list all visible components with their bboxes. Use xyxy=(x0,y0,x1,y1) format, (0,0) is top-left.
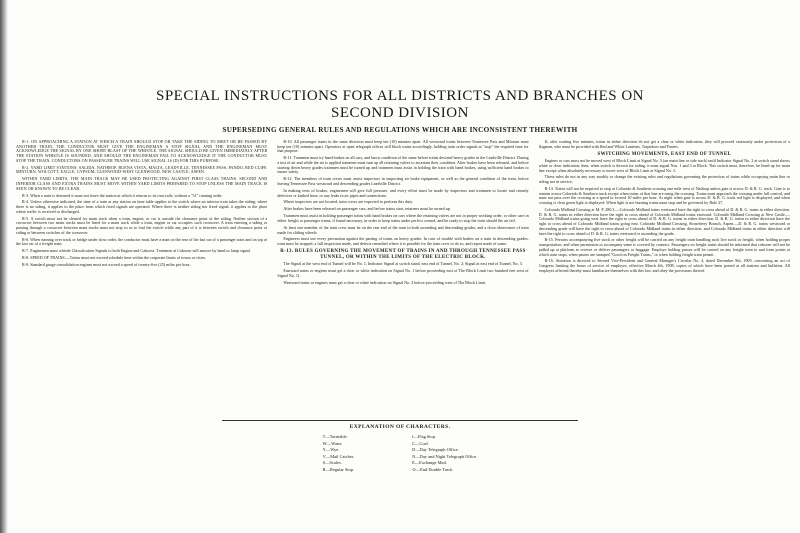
rule-paragraph: After brakes have been released on passenger cars, and before trains start, retainers must be turned up. xyxy=(283,206,451,212)
rule-paragraph: R-16. Attention is directed to Second Vice-President and General Manager's Circular No. 4, dated December 9th, 1909, concerning an act of Congress limiting the hours of service of employes, effective March 4th, 1908, copies of which have been posted at all stations and bulletins. All employes affected thereby must familiarize themselves with this law, and obey the provisions thereof. xyxy=(538,258,790,273)
section-heading: R-13. RULES GOVERNING THE MOVEMENT OF TRAINS IN AND THROUGH TENNESSEE PASS TUNNEL, OR WITHIN THE LIMITS OF THE ELECTRIC BLOCK. xyxy=(280,249,526,260)
rule-paragraph: Where inspectors are not located, train crews are expected to perform this duty. xyxy=(283,199,414,205)
rule-paragraph: At least one member of the train crew must be on the rear end of the train in both ascending and descending grades, and a close observance of train made for sliding wheels. xyxy=(277,224,529,235)
scan-edge xyxy=(0,0,8,533)
rule-paragraph: R-2. YARD LIMIT STATIONS: SALIDA, NATHROP, BUENA VISTA, MALTA, LEADVILLE, TENNESSEE PASS, PANDO, RED CLIFF, MINTURN, WOLCOTT, EAGLE, GYPSUM, GLENWOOD-WEST GLENWOOD, NEW CASTLE, ASPEN. xyxy=(16,164,268,175)
rule-paragraph: R-10. All passenger trains in the same direction must keep ten (10) minutes apart. All westward trains between Tennessee Pass and Minturn must keep ten (10) minutes apart. Operators at open telegraph offices will block trains accordingly, holding train order signals at "stop" the required time for that purpose. xyxy=(277,140,529,154)
rule-paragraph: R-11. Trainmen must try hand brakes on all cars, and know condition of the same before trains descend heavy grades in the Leadville District. During a test of air and while the air is applied trainmen must turn up all retaining valves to ascertain their condition. After brakes have been released, and before starting down heavy grades trainmen must be turned up and trainmen must assist in holding the train with hand brakes, using sufficient hand brakes to insure safety. xyxy=(277,155,529,175)
explanation-column-1 xyxy=(323,434,354,474)
rule-paragraph: In making tests of brakes, enginemen will give full pressure, and every effort must be made by inspectors and trainmen to locate and remedy defective or kinked hose, or any leaks in air pipes and connections. xyxy=(277,187,529,198)
explanation-item: S—Scales. xyxy=(322,460,342,466)
rule-paragraph: Engines or cars must not be moved west of Block Limit at Signal No. 3 (on main line or side track) until Indicator Signal No. 2 at switch stand shows white or clear indication; then, when switch is thrown for siding, it must signal Nos. 1 and 3 at Block. This switch must, therefore, be lined up for main line except when absolutely necessary to move west of Block Limit at Signal No. 3. xyxy=(538,158,790,173)
rule-paragraph: R-5. A switch must not be cleared for main track when a train, engine, or car is outside the clearance point of the siding. Neither section of a crossover between two main tracks must be lined for a main track while a train, engine or car occupies such crossover. A train entering a siding or passing through a crossover between main tracks must not stop so as to foul the switch while any part of it is between switch and clearance point of siding or between switches of the crossover. xyxy=(16,215,268,235)
title-line-1: SPECIAL INSTRUCTIONS FOR ALL DISTRICTS AND BRANCHES ON xyxy=(155,88,645,104)
explanation-item: D—Day Telegraph Office. xyxy=(412,447,459,453)
page-subtitle: SUPERSEDING GENERAL RULES AND REGULATIONS WHICH ARE INCONSISTENT THEREWITH xyxy=(222,126,578,134)
explanation-column-2 xyxy=(412,434,477,474)
rule-paragraph: R-14. Trains will not be required to stop at Colorado & Southern crossing one mile west of Nathrop unless gate is across D. & R. G. track. Gate is to remain across Colorado & Southern track except when trains of that line are using the crossing. Trains must approach the crossing under full control, and must not pass over the crossing at a speed to exceed 10 miles per hour. At night when gate is across D. & R. G. track red light is displayed, and when crossing is clear green light is displayed. When light is not burning trains must stop and be governed by Rule 27. xyxy=(538,186,790,206)
explanation-item: W—Water. xyxy=(322,440,343,446)
rule-paragraph: Colorado Midland Crossing at M. P. 280.3.—Colorado Midland trains westward have the right to cross ahead of D. & R. G. trains in either direction. D. & R. G. trains in either direction have the right to cross ahead of Colorado Midland trains eastward. Colorado Midland Crossing at New Castle.—Colorado Midland trains going west have the right to cross ahead of D. & R. G. trains in either direction. D. & R. G. trains in either direction have the right to cross ahead of Colorado Midland trains going east. Colorado Midland Crossing, Strawberry Branch, Aspen.—D. & R. G. trains westward or descending grade will have the right to cross ahead of Colorado Midland trains in either direction, and Colorado Midland trains in either direction will have the right to cross ahead of D. & R. G. trains westward or ascending the grade. xyxy=(538,207,790,236)
rule-paragraph: R-7. Enginemen must whistle Classification Signals to both Engine and Caboose. Trainmen at Caboose will answer by hand or lamp signal. xyxy=(22,248,251,254)
rule-paragraph: Westward trains or engines must get a clear or white indication on Signal No. 3 before proceeding west of The Block Limit. xyxy=(283,279,487,285)
rule-paragraph: R-12. The members of train crews must assist inspectors in inspecting air brake equipment, as well as the general condition of the train, before leaving Tennessee Pass westward and descending grades Leadville District. xyxy=(277,176,529,186)
title-line-2: SECOND DIVISION xyxy=(331,105,469,121)
explanation-title: EXPLANATION OF CHARACTERS. xyxy=(349,424,451,430)
explanation-item: ⊙—End Double Track. xyxy=(412,466,454,472)
rule-paragraph: R-3. When a train is detoured it must not leave the station at which it returns to its own rails, without a "31" running order. xyxy=(22,192,223,198)
rule-paragraph: If, after waiting five minutes, trains in either direction do not get a clear or white indication, they will proceed cautiously under protection of a flagman, who must be provided with Red and White Lanterns, Torpedoes and Fusees. xyxy=(538,140,790,149)
explanation-item: f—Flag Stop. xyxy=(412,434,437,439)
rule-paragraph: R-15. Persons accompanying live stock or other freight will be carried on any freight train handling such live stock or freight, when holding proper transportation, and when permission to accompany same is covered by contract. Passengers on freight trains should be informed that caboose will not be pulled up at platform to receive or deliver passengers or baggage. Employe holding passes will be carried on any freight train to and from points at which train stops, when passes are stamped "Good on Freight Trains," or when holding freight train permit. xyxy=(538,237,790,257)
rule-paragraph: R-4. Unless otherwise indicated, the time of a train at any station on time table applies to the switch where an inferior train takes the siding; where there is no siding, it applies to the place from which fixed signals are operated. Where there is neither siding nor fixed signal, it applies to the place where traffic is received or discharged. xyxy=(16,199,268,214)
rules-column-3 xyxy=(539,140,790,415)
rules-column-1 xyxy=(16,140,267,415)
rule-paragraph: Engineers must use every precaution against the parting of trains on heavy grades. In case of trouble with brakes on a train in descending grades, train must be stopped, a full inspection made, and defects remedied where it is possible for the train crew to do so, and report made of same. xyxy=(277,236,529,247)
explanation-item: V—Mail Catcher. xyxy=(322,453,355,459)
explanation-item: T—Turntable. xyxy=(322,434,348,439)
rule-paragraph: These rules do not in any way modify or change the existing rules and regulations governing the protection of trains while occupying main line or siding not in service. xyxy=(538,174,790,185)
rule-paragraph: Eastward trains or engines must get a clear or white indication on Signal No. 1 before proceeding east of The Block Limit two hundred feet west of Signal No. 11. xyxy=(277,268,529,278)
rule-paragraph: R-6. When running over track or bridge under slow order, the conductor must have a man on the rear of the last car of a passenger train and on top of the last car of a freight train. xyxy=(16,236,268,247)
explanation-of-characters xyxy=(222,420,578,519)
rule-paragraph: R-1. ON APPROACHING A STATION AT WHICH A TRAIN SHOULD STOP OR TAKE THE SIDING TO MEET OR BE PASSED BY ANOTHER TRAIN, THE CONDUCTOR MUST GIVE THE ENGINEMAN A STOP SIGNAL AND THE ENGINEMAN MUST ACKNOWLEDGE THE SIGNAL BY ONE SHORT BLAST OF THE WHISTLE. THE SIGNAL SHOULD BE GIVEN IMMEDIATELY AFTER THE STATION WHISTLE IS SOUNDED, AND SHOULD THE ENGINEMAN FAIL TO ACKNOWLEDGE IT THE CONDUCTOR MUST STOP THE TRAIN. CONDUCTORS ON PASSENGER TRAINS WILL USE SIGNAL 16 (D) FOR THIS PURPOSE. xyxy=(16,140,268,163)
explanation-item: Y—Wye. xyxy=(322,447,340,453)
explanation-grid xyxy=(222,434,578,474)
rule-paragraph: R-8. SPEED OF TRAINS.—Trains must not exceed schedule time within the corporate limits of towns or cities. xyxy=(22,255,207,261)
explanation-item: E—Exchange Mail. xyxy=(412,460,447,466)
rules-columns xyxy=(16,140,790,415)
section-heading: SWITCHING MOVEMENTS, EAST END OF TUNNEL xyxy=(597,151,732,157)
explanation-item: N—Day and Night Telegraph Office. xyxy=(412,453,478,459)
explanation-item: R—Regular Stop. xyxy=(322,466,355,472)
rule-paragraph: WITHIN YARD LIMITS, THE MAIN TRACK MAY BE USED PROTECTING AGAINST FIRST CLASS TRAINS. SECOND AND INFERIOR CLASS AND EXTRA TRAINS MUST MOVE WITHIN YARD LIMITS PREPARED TO STOP UNLESS THE MAIN TRACK IS SEEN OR KNOWN TO BE CLEAR. xyxy=(16,176,268,191)
page-title xyxy=(0,88,800,122)
rule-paragraph: Trainmen must assist in holding passenger trains with hand brakes on cars where the retaining valves are not in proper working order, or other care in either freight or passenger trains, if found necessary, in order to keep trains under perfect control, and be ready to stop the train should the air fail. xyxy=(277,213,529,223)
rules-column-2 xyxy=(277,140,528,415)
explanation-item: C—Coal. xyxy=(412,440,429,446)
rule-paragraph: The Signal at the west end of Tunnel will be No. 1, Indicator Signal at switch stand, east end of Tunnel, No. 2; Signal at east end of Tunnel, No. 3. xyxy=(283,261,523,267)
rule-paragraph: R-9. Standard gauge consolidation engines must not exceed a speed of twenty-five (25) miles per hour. xyxy=(22,262,191,268)
